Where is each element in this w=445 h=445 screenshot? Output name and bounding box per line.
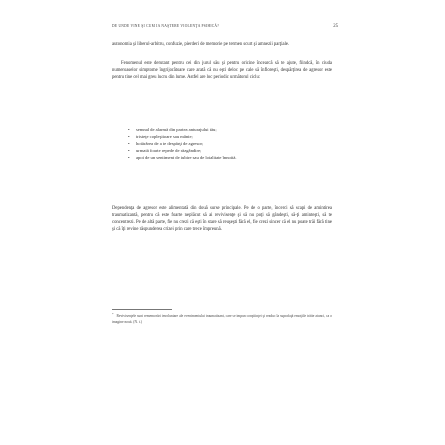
running-title: DE UNDE VINE ŞI CUM IA NAŞTERE VIOLENŢA PSIHICĂ? — [112, 24, 220, 28]
paragraph-phenomenon-text: Fenomenul este derutant pentru cei din jurul său şi pentru oricine încearcă să te ajute, fiindcă, în ciuda numeroaselor simptome îngrijorătoare care arată că nu eşti deloc pe cale să înfloreşti, despărţirea de agresor este pentru tine cel mai greu lucru din lume. Astfel are loc periodic următorul ciclu: — [112, 61, 332, 81]
list-item: • urmată foarte repede de răzgândire; — [128, 148, 334, 155]
page-number: 25 — [333, 24, 338, 29]
footnote-marker: * — [112, 312, 114, 316]
footnote-divider — [112, 309, 172, 310]
list-item: • hotărârea de a te despărţi de agresor; — [128, 141, 334, 148]
paragraph-phenomenon — [112, 60, 332, 81]
paragraph-dependency — [112, 205, 332, 233]
cycle-bullet-list — [128, 127, 334, 162]
paragraph-dependency-text: Dependenţa de agresor este alimentată din două surse principale. Pe de o parte, încerci să scapi de amintirea traumatizantă, pentru că este foarte neplăcut să ai revivisenţe şi să nu poţi să gândeşti, să-ţi aminteşti, să te concentrezi. Pe de altă parte, fie nu crezi că eşti în stare să reuşeşti fără el, fie crezi sincer că el nu poate trăi fără tine şi că îţi revine răspunderea crizei prin care trece împreună. — [112, 206, 332, 233]
paragraph-continuation-text: autonomia şi liberul-arbitru, confuzie, pierderi de memorie pe termen scurt şi amnezii parţiale. — [112, 42, 290, 47]
footnote-text: Revivisenţele sunt rememorări involuntare ale evenimentului traumatizant, care se impun conştiinţei şi readuc la suprafaţă emoţiile trăite atunci, ca o imagine nouă. (N. t.) — [112, 314, 332, 324]
list-item: • apoi de un sentiment de iubire sau de loialitate înnoită. — [128, 155, 334, 162]
list-item: • semnal de alarmă din partea anturajului tău; — [128, 127, 334, 134]
list-item: • tristeţe copleşitoare sau mânie; — [128, 134, 334, 141]
footnote — [112, 312, 332, 325]
running-header — [112, 24, 338, 29]
paragraph-continuation — [112, 41, 332, 48]
